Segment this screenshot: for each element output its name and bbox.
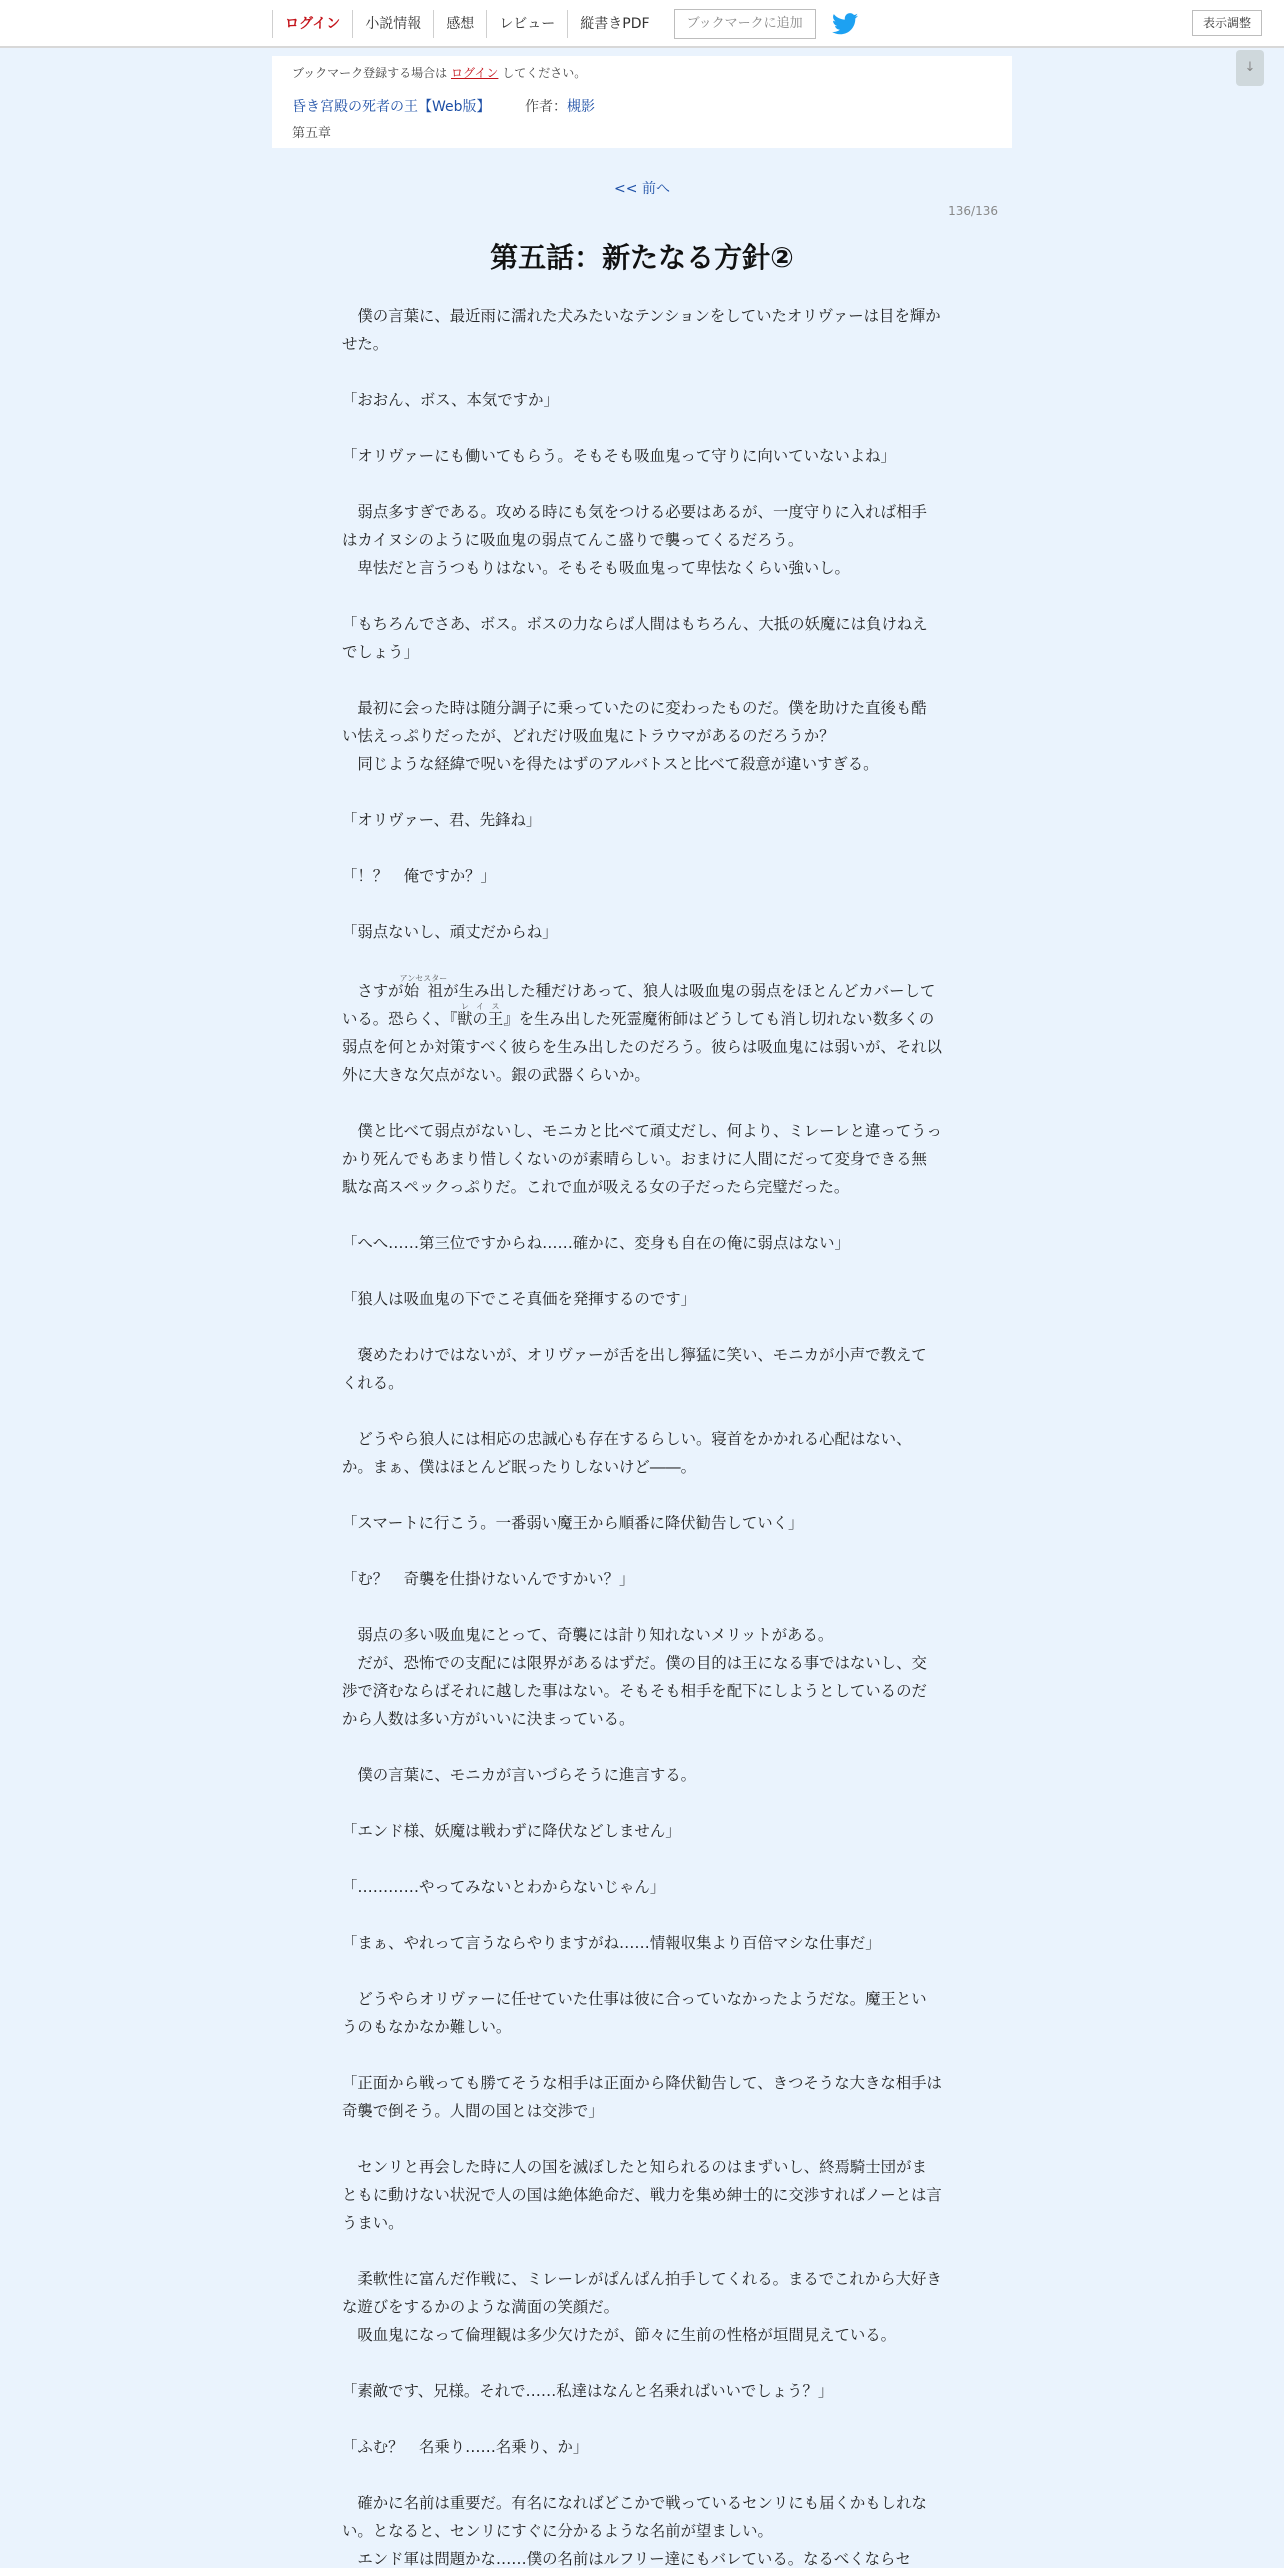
ruby-base: 獣の王 xyxy=(457,1010,504,1028)
display-settings-button[interactable]: 表示調整 xyxy=(1192,10,1262,36)
add-bookmark-button[interactable]: ブックマークに追加 xyxy=(674,9,816,39)
blank-line xyxy=(342,1537,942,1565)
body-paragraph: 褒めたわけではないが、オリヴァーが舌を出し獰猛に笑い、モニカが小声で教えてくれる。 xyxy=(342,1346,927,1392)
body-paragraph: 弱点多すぎである。攻める時にも気をつける必要はあるが、一度守りに入れば相手はカイヌシのように吸血鬼の弱点てんこ盛りで襲ってくるだろう。 xyxy=(342,503,927,549)
global-nav xyxy=(272,0,858,48)
twitter-bird-icon[interactable] xyxy=(832,13,858,35)
blank-line xyxy=(342,1789,942,1817)
episode-title: 第五話：新たなる方針② xyxy=(490,241,794,274)
blank-line xyxy=(342,834,942,862)
blank-line xyxy=(342,1089,942,1117)
body-paragraph: 僕と比べて弱点がないし、モニカと比べて頑丈だし、何より、ミレーレと違ってうっかり死んでもあまり惜しくないのが素晴らしい。おまけに人間にだって変身できる無駄な高スペックっぷりだ。これで血が吸える女の子だったら完璧だった。 xyxy=(342,1122,942,1196)
body-paragraph: 「素敵です、兄様。それで……私達はなんと名乗ればいいでしょう？」 xyxy=(342,2382,834,2400)
body-paragraph: 最初に会った時は随分調子に乗っていたのに変わったものだ。僕を助けた直後も酷い怯えっぷりだったが、どれだけ吸血鬼にトラウマがあるのだろうか？ xyxy=(342,699,927,745)
blank-line xyxy=(342,890,942,918)
blank-line xyxy=(342,666,942,694)
blank-line xyxy=(342,2349,942,2377)
body-paragraph: 「まぁ、やれって言うならやりますがね……情報収集より百倍マシな仕事だ」 xyxy=(342,1934,881,1952)
nav-login[interactable]: ログイン xyxy=(272,10,352,38)
ruby-beast-king xyxy=(457,1002,504,1028)
paragraph-text: 』を生み出した死霊魔術師はどうしても消し切れない数多くの弱点を何とか対策すべく彼らを生み出したのだろう。彼らは吸血鬼には弱いが、それ以外に大きな欠点がない。銀の武器くらいか。 xyxy=(342,1010,942,1084)
blank-line xyxy=(342,2237,942,2265)
novel-title-link[interactable]: 昏き宮殿の死者の王【Web版】 xyxy=(292,99,491,115)
blank-line xyxy=(342,1957,942,1985)
chapter-title: 第五章 xyxy=(292,126,332,141)
paragraph-text: さすが xyxy=(342,982,404,1000)
bookmark-login-notice xyxy=(292,64,586,81)
body-paragraph: エンド軍は問題かな……僕の名前はルフリー達にもバレている。なるべくならセ xyxy=(342,2550,911,2568)
ruby-reading: レイス xyxy=(457,1002,504,1011)
blank-line xyxy=(342,414,942,442)
body-paragraph: 同じような経緯で呪いを得たはずのアルバトスと比べて殺意が違いすぎる。 xyxy=(342,755,879,773)
novel-header-box xyxy=(272,56,1012,148)
body-paragraph: どうやら狼人には相応の忠誠心も存在するらしい。寝首をかかれる心配はない、か。まぁ、僕はほとんど眠ったりしないけど――。 xyxy=(342,1430,912,1476)
body-paragraph: 弱点の多い吸血鬼にとって、奇襲には計り知れないメリットがある。 xyxy=(342,1626,834,1644)
body-paragraph: 吸血鬼になって倫理観は多少欠けたが、節々に生前の性格が垣間見えている。 xyxy=(342,2326,897,2344)
notice-login-link[interactable]: ログイン xyxy=(451,66,499,80)
body-paragraph: 「エンド様、妖魔は戦わずに降伏などしません」 xyxy=(342,1822,681,1840)
notice-text-after: してください。 xyxy=(502,66,587,80)
blank-line xyxy=(342,1733,942,1761)
body-paragraph: センリと再会した時に人の国を滅ぼしたと知られるのはまずいし、終焉騎士団がまともに動けない状況で人の国は絶体絶命だ、戦力を集め紳士的に交渉すればノーとは言うまい。 xyxy=(342,2158,942,2232)
top-navigation-bar xyxy=(0,0,1284,48)
body-paragraph: だが、恐怖での支配には限界があるはずだ。僕の目的は王になる事ではないし、交渉で済むならばそれに越した事はない。そもそも相手を配下にしようとしているのだから人数は多い方がいいに決まっている。 xyxy=(342,1654,927,1728)
author-label: 作者： xyxy=(524,99,567,115)
body-paragraph: 確かに名前は重要だ。有名になればどこかで戦っているセンリにも届くかもしれない。となると、センリにすぐに分かるような名前が望ましい。 xyxy=(342,2494,927,2540)
nav-review[interactable]: レビュー xyxy=(486,10,567,38)
ruby-ancestor xyxy=(399,974,448,1000)
body-paragraph: 「へへ……第三位ですからね……確かに、変身も自在の俺に弱点はない」 xyxy=(342,1234,850,1252)
blank-line xyxy=(342,2405,942,2433)
page-count: 136/136 xyxy=(948,204,998,218)
blank-line xyxy=(342,2461,942,2489)
nav-novel-info[interactable]: 小説情報 xyxy=(352,10,433,38)
episode-body xyxy=(342,302,942,2568)
body-paragraph: 「スマートに行こう。一番弱い魔王から順番に降伏勧告していく」 xyxy=(342,1514,804,1532)
blank-line xyxy=(342,1593,942,1621)
blank-line xyxy=(342,1201,942,1229)
ruby-reading: アンセスター xyxy=(399,974,448,983)
body-paragraph: 「！？ 俺ですか？」 xyxy=(342,867,496,885)
blank-line xyxy=(342,1845,942,1873)
blank-line xyxy=(342,778,942,806)
blank-line xyxy=(342,1481,942,1509)
blank-line xyxy=(342,2041,942,2069)
blank-line xyxy=(342,1257,942,1285)
prev-episode-link[interactable]: << 前へ xyxy=(614,181,670,197)
blank-line xyxy=(342,1313,942,1341)
paragraph-text: が生み出した種だけあって、狼人は吸血鬼の弱点をほとんどカバーしている。恐らく、『 xyxy=(342,982,936,1028)
ruby-base-pre: 始 xyxy=(399,982,428,1000)
blank-line xyxy=(342,1397,942,1425)
blank-line xyxy=(342,1901,942,1929)
body-paragraph: 「正面から戦っても勝てそうな相手は正面から降伏勧告して、きつそうな大きな相手は奇襲で倒そう。人間の国とは交渉で」 xyxy=(342,2074,942,2120)
body-paragraph: 「オリヴァーにも働いてもらう。そもそも吸血鬼って守りに向いていないよね」 xyxy=(342,447,896,465)
body-paragraph: 「む？ 奇襲を仕掛けないんですかい？」 xyxy=(342,1570,635,1588)
blank-line xyxy=(342,2125,942,2153)
blank-line xyxy=(342,358,942,386)
body-paragraph: 「おおん、ボス、本気ですか」 xyxy=(342,391,559,409)
nav-impressions[interactable]: 感想 xyxy=(433,10,486,38)
body-paragraph: 「弱点ないし、頑丈だからね」 xyxy=(342,923,558,941)
notice-text-before: ブックマーク登録する場合は xyxy=(292,66,448,80)
ruby-base: 祖 xyxy=(427,982,448,1000)
body-paragraph xyxy=(342,974,942,1089)
blank-line xyxy=(342,946,942,974)
body-paragraph: どうやらオリヴァーに任せていた仕事は彼に合っていなかったようだな。魔王というのもなかなか難しい。 xyxy=(342,1990,927,2036)
body-paragraph: 柔軟性に富んだ作戦に、ミレーレがぱんぱん拍手してくれる。まるでこれから大好きな遊びをするかのような満面の笑顔だ。 xyxy=(342,2270,942,2316)
body-paragraph: 「狼人は吸血鬼の下でこそ真価を発揮するのです」 xyxy=(342,1290,696,1308)
body-paragraph: 「もちろんでさあ、ボス。ボスの力ならば人間はもちろん、大抵の妖魔には負けねえでしょう」 xyxy=(342,615,928,661)
body-paragraph: 僕の言葉に、モニカが言いづらそうに進言する。 xyxy=(342,1766,696,1784)
body-paragraph: 「…………やってみないとわからないじゃん」 xyxy=(342,1878,666,1896)
body-paragraph: 「オリヴァー、君、先鋒ね」 xyxy=(342,811,542,829)
body-paragraph: 卑怯だと言うつもりはない。そもそも吸血鬼って卑怯なくらい強いし。 xyxy=(342,559,850,577)
nav-vertical-pdf[interactable]: 縦書きPDF xyxy=(567,10,661,38)
body-paragraph: 「ふむ？ 名乗り……名乗り、か」 xyxy=(342,2438,589,2456)
author-link[interactable]: 槻影 xyxy=(566,99,595,115)
blank-line xyxy=(342,470,942,498)
novel-title-line xyxy=(292,96,595,116)
scroll-down-button[interactable]: ↓ xyxy=(1236,50,1264,86)
body-paragraph: 僕の言葉に、最近雨に濡れた犬みたいなテンションをしていたオリヴァーは目を輝かせた。 xyxy=(342,307,941,353)
blank-line xyxy=(342,582,942,610)
